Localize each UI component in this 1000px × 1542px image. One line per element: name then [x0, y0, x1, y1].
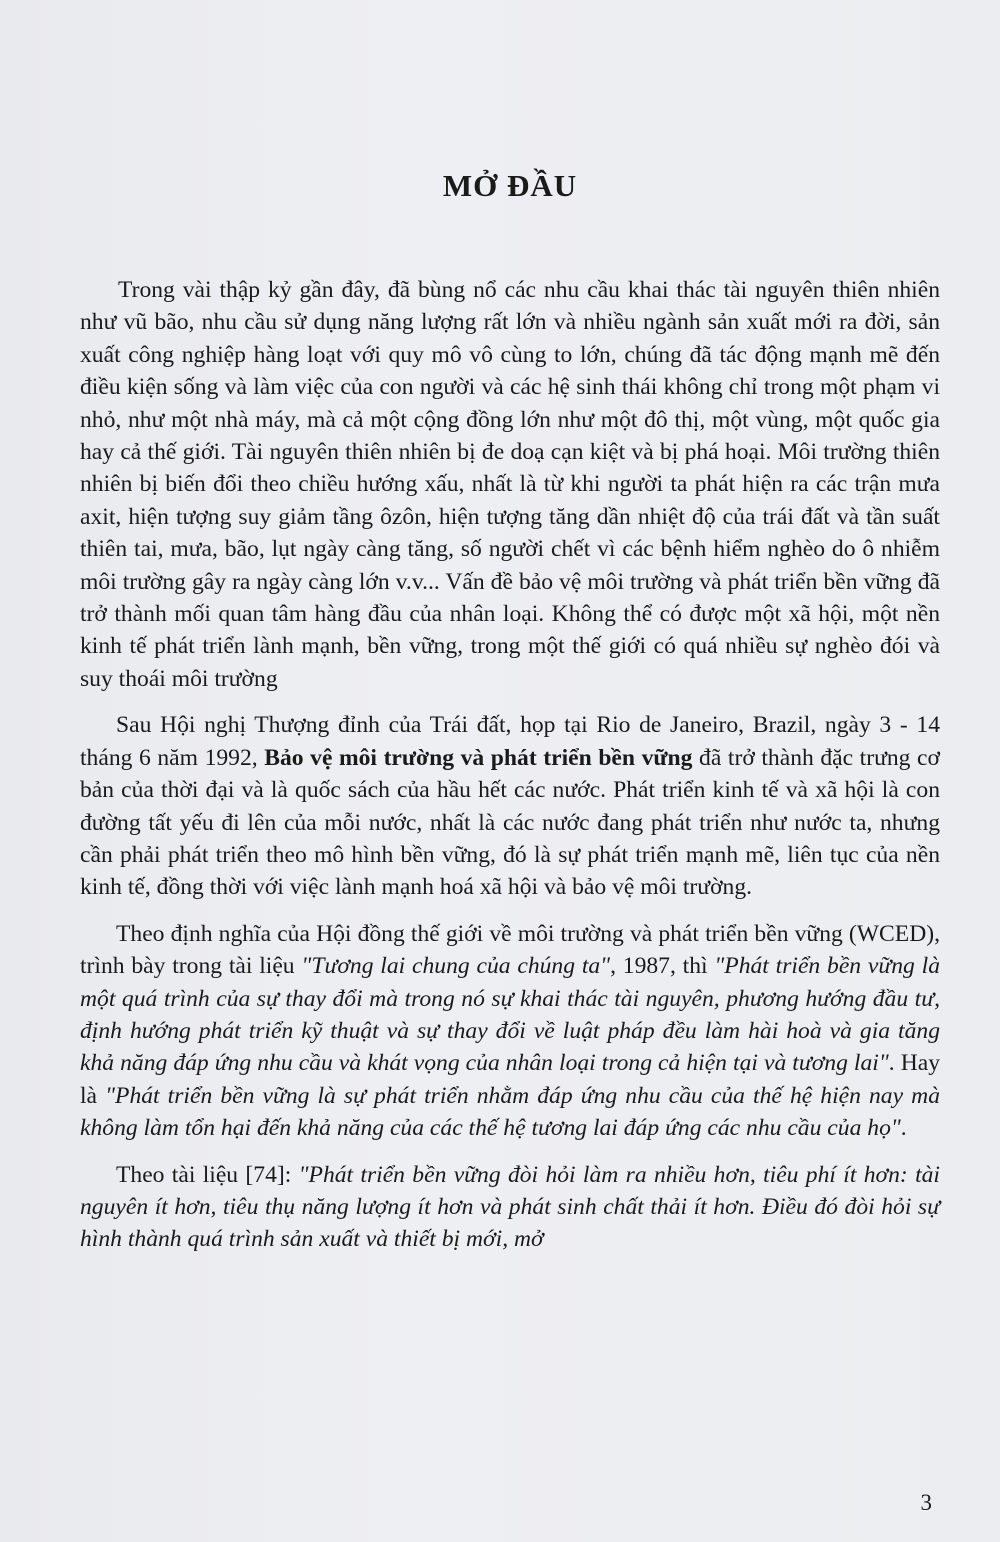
- paragraph-3-text-4: .: [900, 1115, 907, 1142]
- paragraph-3: [80, 918, 940, 1145]
- paragraph-2-text: Sau Hội nghị Thượng đỉnh của Trái đất, họp tại Rio de Janeiro, Brazil, ngày 3 - 14 tháng 6 năm 1992,: [80, 712, 940, 771]
- chapter-title: MỞ ĐẦU: [442, 168, 578, 203]
- paragraph-4: [80, 1159, 940, 1256]
- paragraph-3-text-3: . Hay là: [80, 1050, 940, 1109]
- paragraph-3-italic-1: "Tương lai chung của chúng ta": [301, 953, 611, 980]
- page-number: 3: [920, 1490, 932, 1515]
- paragraph-2-bold: Bảo vệ môi trường và phát triển bền vững: [264, 744, 693, 771]
- paragraph-4-text-1: Theo tài liệu [74]:: [116, 1161, 299, 1188]
- paragraph-1: Trong vài thập kỷ gần đây, đã bùng nổ các nhu cầu khai thác tài nguyên thiên nhiên như vũ bão, nhu cầu sử dụng năng lượng rất lớn và nhiều ngành sản xuất mới ra đời, sản xuất công nghiệp hàng loạt với quy mô vô cùng to lớn, chúng đã tác động mạnh mẽ đến điều kiện sống và làm việc của con người và các hệ sinh thái không chỉ trong một phạm vi nhỏ, như một nhà máy, mà cả một cộng đồng lớn như một đô thị, một vùng, một quốc gia hay cả thế giới. Tài nguyên thiên nhiên bị đe doạ cạn kiệt và bị phá hoại. Môi trường thiên nhiên bị biến đổi theo chiều hướng xấu, nhất là từ khi người ta phát hiện ra các trận mưa axit, hiện tượng suy giảm tầng ôzôn, hiện tượng tăng dần nhiệt độ của trái đất và tần suất thiên tai, mưa, bão, lụt ngày càng tăng, số người chết vì các bệnh hiểm nghèo do ô nhiễm môi trường gây ra ngày càng lớn v.v... Vấn đề bảo vệ môi trường và phát triển bền vững đã trở thành mối quan tâm hàng đầu của nhân loại. Không thể có được một xã hội, một nền kinh tế phát triển lành mạnh, bền vững, trong một thế giới có quá nhiều sự nghèo đói và suy thoái môi trường: [80, 277, 940, 692]
- paragraph-2-text-end: đã trở thành đặc trưng cơ bản của thời đại và là quốc sách của hầu hết các nước. Phát triển kinh tế và xã hội là con đường tất yếu đi lên của mỗi nước, nhất là các nước đang phát triển như nước ta, nhưng cần phải phát triển theo mô hình bền vững, đó là sự phát triển mạnh mẽ, liên tục của nền kinh tế, đồng thời với việc lành mạnh hoá xã hội và bảo vệ môi trường.: [80, 744, 941, 901]
- paragraph-3-italic-2: "Phát triển bền vững là một quá trình của sự thay đổi mà trong nó sự khai thác tài nguyên, phương hướng đầu tư, định hướng phát triển kỹ thuật và sự thay đổi về luật pháp đều làm hài hoà và gia tăng khả năng đáp ứng nhu cầu và khát vọng của nhân loại trong cả hiện tại và tương lai": [80, 953, 940, 1077]
- paragraph-4-italic-1: "Phát triển bền vững đòi hỏi làm ra nhiều hơn, tiêu phí ít hơn: tài nguyên ít hơn, tiêu thụ năng lượng ít hơn và phát sinh chất thải ít hơn. Điều đó đòi hỏi sự hình thành quá trình sản xuất và thiết bị mới, mở: [80, 1161, 940, 1253]
- paragraph-3-text-2: , 1987, thì: [610, 953, 715, 980]
- paragraph-2: [80, 709, 940, 903]
- paragraph-3-italic-3: "Phát triển bền vững là sự phát triển nhằm đáp ứng nhu cầu của thế hệ hiện nay mà không làm tổn hại đến khả năng của các thế hệ tương lai đáp ứng các nhu cầu của họ": [80, 1082, 940, 1142]
- paragraph-3-text-1: Theo định nghĩa của Hội đồng thế giới về môi trường và phát triển bền vững (WCED), trình bày trong tài liệu: [80, 920, 940, 980]
